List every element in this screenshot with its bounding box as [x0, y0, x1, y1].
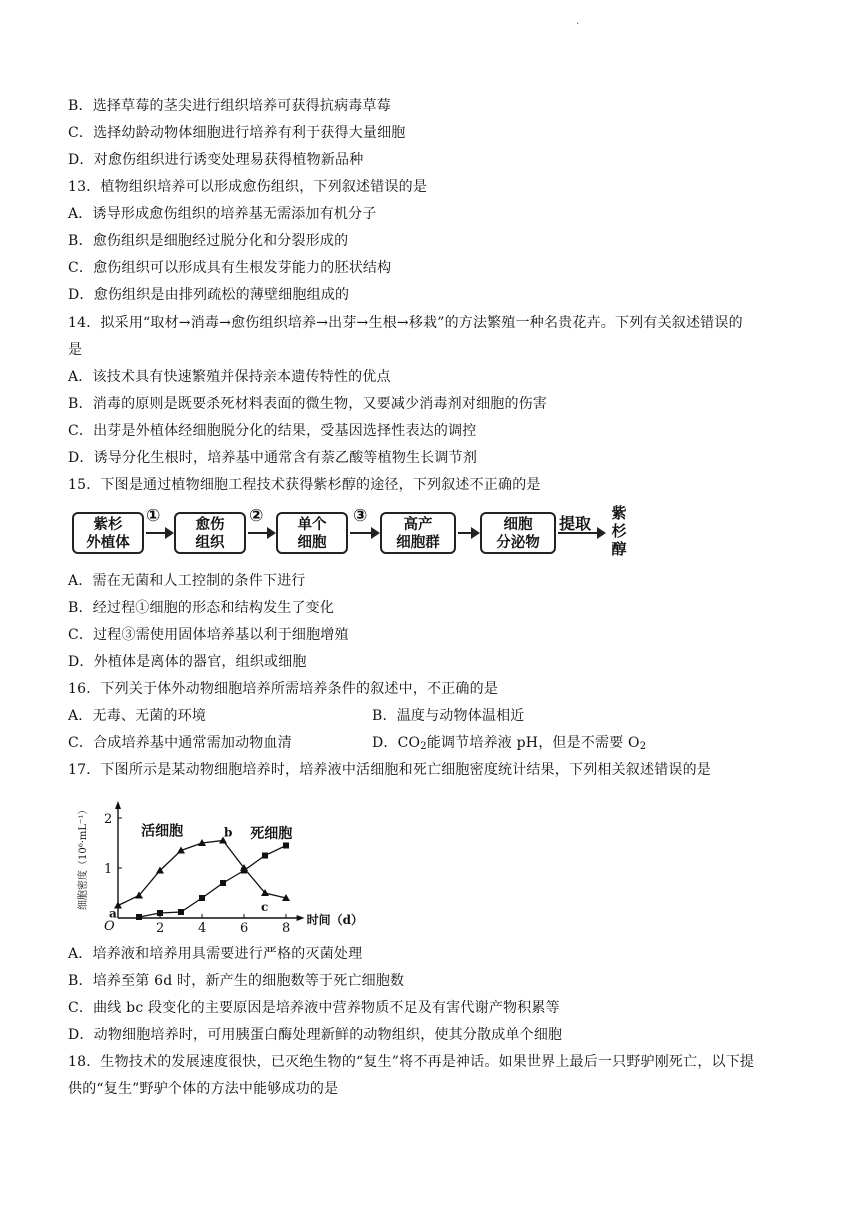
flow-box-line: 外植体: [86, 535, 130, 551]
annotation-label: b: [224, 825, 233, 840]
text-line: A．诱导形成愈伤组织的培养基无需添加有机分子: [68, 206, 377, 222]
annotation-label: c: [261, 900, 269, 914]
product-char: 紫: [611, 504, 627, 522]
text-line: A．需在无菌和人工控制的条件下进行: [68, 573, 306, 589]
text-line: D．外植体是离体的器官，组织或细胞: [68, 654, 307, 670]
question-14-stem: 14．拟采用“取材→消毒→愈伤组织培养→出芽→生根→移栽”的方法繁殖一种名贵花卉。下列有关叙述错误的: [68, 315, 743, 331]
product-char: 醇: [611, 540, 627, 558]
x-axis-arrow: [297, 915, 305, 921]
flow-box-secretion: [480, 512, 556, 554]
origin-label: O: [104, 919, 115, 934]
text-line: D．动物细胞培养时，可用胰蛋白酶处理新鲜的动物组织，使其分散成单个细胞: [68, 1027, 563, 1043]
subscript: 2: [639, 741, 647, 752]
y-tick-label: 2: [104, 812, 113, 827]
data-point-square: [262, 853, 268, 859]
data-point-square: [283, 843, 289, 849]
x-axis-label: 时间（d）: [306, 913, 364, 927]
text-line: C．选择幼龄动物体细胞进行培养有利于获得大量细胞: [68, 125, 406, 141]
y-axis-arrow: [115, 801, 121, 809]
option-text: D．CO: [372, 735, 421, 751]
data-point-square: [157, 910, 163, 916]
text-line: 供的“复生”野驴个体的方法中能够成功的是: [68, 1081, 339, 1097]
x-tick-label: 8: [282, 921, 291, 936]
step-3-label: ③: [353, 506, 368, 526]
text-line: C．愈伤组织可以形成具有生根发芽能力的胚状结构: [68, 260, 392, 276]
flow-arrow: [350, 532, 378, 534]
x-tick-label: 4: [198, 921, 207, 936]
text-line: A．该技术具有快速繁殖并保持亲本遗传特性的优点: [68, 369, 391, 385]
text-line: C．曲线 bc 段变化的主要原因是培养液中营养物质不足及有害代谢产物积累等: [68, 1000, 560, 1016]
flow-box-line: 紫杉: [93, 517, 123, 533]
flow-box-single-cell: [276, 512, 348, 554]
flow-box-line: 单个: [297, 517, 327, 533]
text-line: D．愈伤组织是由排列疏松的薄壁细胞组成的: [68, 287, 350, 303]
flow-arrow: [458, 532, 478, 534]
text-line: A．培养液和培养用具需要进行严格的灭菌处理: [68, 946, 363, 962]
x-tick-label: 6: [240, 921, 249, 936]
product-taxol: [608, 504, 630, 558]
flow-box-callus: [174, 512, 246, 554]
cell-density-chart: [70, 790, 364, 940]
flow-box-line: 愈伤: [195, 517, 225, 533]
text-line: 是: [68, 342, 83, 358]
extract-label: 提取: [559, 514, 592, 533]
text-line: B．选择草莓的茎尖进行组织培养可获得抗病毒草莓: [68, 98, 391, 114]
text-line: D．对愈伤组织进行诱变处理易获得植物新品种: [68, 152, 364, 168]
flow-arrow: [248, 532, 274, 534]
question-13-stem: 13．植物组织培养可以形成愈伤组织，下列叙述错误的是: [68, 179, 428, 195]
flow-box-line: 细胞: [503, 517, 533, 533]
x-tick-label: 2: [156, 921, 165, 936]
flow-arrow: [146, 532, 172, 534]
question-15-stem: 15．下图是通过植物细胞工程技术获得紫杉醇的途径，下列叙述不正确的是: [68, 477, 541, 493]
option-text: 能调节培养液 pH，但是不需要 O: [426, 735, 640, 751]
question-18-stem: 18．生物技术的发展速度很快，已灭绝生物的“复生”将不再是神话。如果世界上最后一只野驴刚死亡，以下提: [68, 1054, 755, 1070]
text-line: C．出芽是外植体经细胞脱分化的结果，受基因选择性表达的调控: [68, 423, 477, 439]
q16-option-a: A．无毒、无菌的环境: [68, 708, 207, 724]
flow-box-explant: [72, 512, 144, 554]
question-16-stem: 16．下列关于体外动物细胞培养所需培养条件的叙述中，不正确的是: [68, 681, 499, 697]
product-char: 杉: [611, 522, 627, 540]
q16-option-c: C．合成培养基中通常需加动物血清: [68, 735, 292, 751]
y-axis-label: 细胞密度（10⁶·mL⁻¹）: [78, 804, 89, 910]
header-dot: .: [576, 16, 580, 27]
text-line: C．过程③需使用固体培养基以利于细胞增殖: [68, 627, 349, 643]
text-line: B．愈伤组织是细胞经过脱分化和分裂形成的: [68, 233, 349, 249]
series-label-dead: 死细胞: [250, 826, 293, 842]
flow-box-line: 细胞群: [396, 535, 440, 551]
data-point-square: [241, 868, 247, 874]
q16-option-d: [372, 733, 646, 757]
flow-box-line: 分泌物: [496, 535, 540, 551]
data-point-square: [220, 880, 226, 886]
data-point-square: [136, 914, 142, 920]
data-point-square: [199, 895, 205, 901]
taxol-flow-diagram: [68, 504, 638, 566]
text-line: D．诱导分化生根时，培养基中通常含有萘乙酸等植物生长调节剂: [68, 450, 478, 466]
annotation-label: a: [109, 906, 117, 921]
series-label-live: 活细胞: [141, 823, 184, 840]
text-line: B．培养至第 6d 时，新产生的细胞数等于死亡细胞数: [68, 973, 405, 989]
data-point-square: [178, 909, 184, 915]
y-tick-label: 1: [104, 862, 113, 877]
question-17-stem: 17．下图所示是某动物细胞培养时，培养液中活细胞和死亡细胞密度统计结果，下列相关叙述错误的是: [68, 762, 712, 778]
step-2-label: ②: [249, 506, 264, 526]
flow-box-high-yield-cells: [380, 512, 456, 554]
chart-svg: [70, 790, 364, 940]
subscript: 2: [420, 741, 427, 752]
text-line: B．消毒的原则是既要杀死材料表面的微生物，又要减少消毒剂对细胞的伤害: [68, 396, 548, 412]
q16-option-b: B．温度与动物体温相近: [372, 708, 525, 724]
text-line: B．经过程①细胞的形态和结构发生了变化: [68, 600, 335, 616]
step-1-label: ①: [146, 506, 161, 526]
flow-box-line: 高产: [403, 517, 433, 533]
flow-box-line: 细胞: [297, 535, 327, 551]
flow-box-line: 组织: [195, 535, 225, 551]
